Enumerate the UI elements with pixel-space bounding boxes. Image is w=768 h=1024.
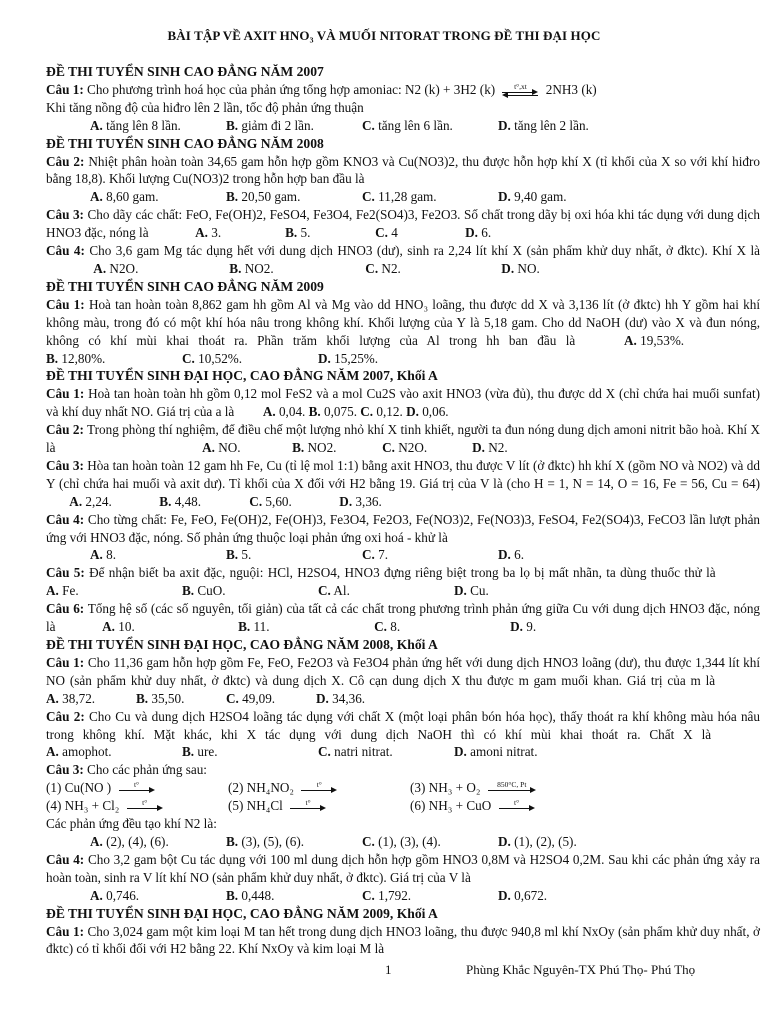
question-text: Cho 3,024 gam một kim loại M tan hết trong dung dịch HNO3 loãng, thu được 940,8 ml khí NxOy (sản phẩm khử duy nhất, ở đktc) có tỉ khối đối với H2 bằng 22. Khí NxOy và kim loại M là: [46, 923, 761, 957]
option-d: D. amoni nitrat.: [454, 744, 538, 760]
option-c: C. N2.: [365, 260, 401, 276]
option-a: A. tăng lên 8 lần.: [90, 117, 181, 133]
arrow-icon: t°: [301, 784, 337, 794]
section-heading: ĐỀ THI TUYỂN SINH ĐẠI HỌC, CAO ĐẲNG NĂM 2009, Khối A: [46, 905, 438, 921]
footer-author: Phùng Khắc Nguyên-TX Phú Thọ- Phú Thọ: [466, 962, 696, 977]
reaction-3: (3) NH₃ + O₂ 850°C, Pt: [410, 779, 540, 797]
question-label: Câu 5:: [46, 565, 85, 581]
option-b: B. NO2.: [229, 260, 274, 276]
section-heading: ĐỀ THI TUYỂN SINH CAO ĐẲNG NĂM 2009: [46, 278, 324, 294]
question: [46, 600, 760, 636]
option-b: B. 4,48.: [159, 493, 202, 509]
answer-options: [46, 833, 760, 851]
question-label: Câu 2:: [46, 153, 85, 169]
option-b: B. 35,50.: [136, 690, 185, 706]
option-c: C. tăng lên 6 lần.: [362, 117, 453, 133]
option-b: B. giảm đi 2 lần.: [226, 117, 314, 133]
option-c: C. 11,28 gam.: [362, 189, 437, 205]
question-label: Câu 3:: [46, 207, 84, 223]
option-b: B. 11.: [238, 619, 270, 635]
option-d: D. 9,40 gam.: [498, 189, 567, 205]
option-c: C. 1,792.: [362, 887, 412, 903]
arrow-icon: t°: [290, 802, 326, 812]
option-d: D. 0,672.: [498, 887, 548, 903]
question-text: Cho Cu và dung dịch H2SO4 loãng tác dụng với chất X (một loại phân bón hóa học), thấy thoát ra khí không màu hóa nâu trong không khí. Mặt khác, khi X tác dụng với dung dịch NaOH thì có khí mùi khai thoát ra. Chất X là: [46, 708, 760, 742]
reaction-row: [46, 797, 760, 815]
answer-options: [46, 546, 760, 564]
reversible-arrow-icon: [502, 81, 538, 96]
option-c: C. 7.: [362, 547, 389, 563]
question-text: Hòa tan hoàn toàn 12 gam hh Fe, Cu (tỉ lệ mol 1:1) bằng axit HNO3, thu được V lít (ở đktc) hh khí X (gồm NO và NO2) và dd Y (chỉ chứa hai muối và axit dư). Tỉ khối của X đối với H2 bằng 19. Giá trị của V là (cho H = 1, N = 14, O = 16, Fe = 56, Cu = 64): [46, 457, 760, 491]
question: [46, 708, 760, 762]
question-label: Câu 1:: [46, 386, 85, 402]
question: [46, 206, 760, 242]
option-a: A. 0,04.: [262, 404, 306, 420]
document-body: [46, 63, 760, 958]
arrow-icon: 850°C, Pt: [488, 784, 536, 794]
question-label: Câu 1:: [46, 654, 85, 670]
arrow-icon: t°: [127, 802, 163, 812]
option-d: D. N2.: [472, 440, 508, 456]
question-label: Câu 4:: [46, 851, 85, 867]
question-label: Câu 6:: [46, 601, 85, 617]
question-label: Câu 1:: [46, 923, 84, 939]
question: [46, 421, 760, 457]
option-a: A. 8,60 gam.: [90, 189, 159, 205]
option-a: A. 10.: [102, 619, 135, 635]
option-c: C. 4: [375, 225, 398, 241]
option-d: D. 34,36.: [316, 690, 366, 706]
option-d: D. 9.: [510, 619, 537, 635]
question-label: Câu 1:: [46, 296, 85, 312]
option-c: C. 5,60.: [249, 493, 292, 509]
option-a: A. NO.: [202, 440, 241, 456]
option-a: A. amophot.: [46, 744, 112, 760]
question-text: Cho 3,6 gam Mg tác dụng hết với dung dịch HNO3 (dư), sinh ra 2,24 lít khí X (sản phẩm khử duy nhất, ở đktc). Khí X là: [89, 243, 760, 259]
option-d: D. 15,25%.: [318, 350, 379, 366]
question-text: Tổng hệ số (các số nguyên, tối giản) của tất cả các chất trong phương trình phản ứng giữa Cu với dung dịch HNO3 đặc, nóng là: [46, 601, 761, 635]
option-a: A. (2), (4), (6).: [90, 833, 169, 849]
option-b: B. NO2.: [292, 440, 337, 456]
question-text: Hoà tan hoàn toàn 8,862 gam hh gồm Al và Mg vào dd HNO₃ loãng, thu được dd X và 3,136 lít (ở đktc) hh Y gồm hai khí không màu, trong đó có một khí hóa nâu trong không khí. Khối lượng của Y là 5,18 gam. Cho dd NaOH (dư) vào X và đun nóng, không có khí mùi khai thoát ra. Phần trăm khối lượng của Al trong hh ban đầu là: [46, 296, 761, 348]
question: [46, 511, 760, 547]
page-title: BÀI TẬP VỀ AXIT HNO₃ VÀ MUỐI NITORAT TRONG ĐỀ THI ĐẠI HỌC: [167, 28, 601, 43]
question-label: Câu 4:: [46, 243, 85, 259]
option-b: B. 12,80%.: [46, 350, 106, 366]
question-text: Cho 3,2 gam bột Cu tác dụng với 100 ml dung dịch hỗn hợp gồm HNO3 0,8M và H2SO4 0,2M. Sau khi các phản ứng xảy ra hoàn toàn, sinh ra V lít khí NO (sản phẩm khử duy nhất, ở đktc). Giá trị của V là: [46, 851, 761, 885]
question: [46, 457, 760, 511]
option-c: C. 8.: [374, 619, 401, 635]
answer-options: [46, 887, 760, 905]
answer-options: [46, 188, 760, 206]
option-d: D. Cu.: [454, 583, 489, 599]
question-text: Trong phòng thí nghiệm, để điều chế một lượng nhỏ khí X tinh khiết, người ta đun nóng dung dịch amoni nitrit bão hoà. Khí X là: [46, 422, 761, 456]
question-label: Câu 4:: [46, 511, 85, 527]
question: [46, 385, 760, 421]
section-heading: ĐỀ THI TUYỂN SINH CAO ĐẲNG NĂM 2007: [46, 64, 324, 79]
option-b: B. 0,075.: [308, 404, 357, 420]
reaction-2: (2) NH₄NO₂ t°: [228, 779, 410, 797]
option-b: B. 5.: [285, 225, 311, 241]
option-d: D. 6.: [465, 225, 492, 241]
question-text: Để nhận biết ba axit đặc, nguội: HCl, H2SO4, HNO3 đựng riêng biệt trong ba lọ bị mất nhãn, ta dùng thuốc thử là: [89, 565, 716, 581]
option-a: A. 3.: [195, 225, 222, 241]
question-label: Câu 3:: [46, 457, 84, 473]
option-a: A. 8.: [90, 547, 117, 563]
option-c: C. Al.: [318, 583, 350, 599]
option-b: B. CuO.: [182, 583, 226, 599]
question-label: Câu 3:: [46, 762, 84, 778]
arrow-icon: t°: [499, 802, 535, 812]
option-b: B. 0,448.: [226, 887, 275, 903]
question-text: Cho phương trình hoá học của phản ứng tổng hợp amoniac: N2 (k) + 3H2 (k): [87, 81, 496, 97]
question-text: Hoà tan hoàn toàn hh gồm 0,12 mol FeS2 và a mol Cu2S vào axit HNO3 (vừa đủ), thu được dd X (chỉ chứa hai muối sunfat) và khí duy nhất NO. Giá trị của a là: [46, 386, 761, 420]
reaction-4: (4) NH₃ + Cl₂ t°: [46, 797, 228, 815]
option-a: A. 19,53%.: [624, 332, 685, 348]
page-number: 1: [385, 962, 392, 977]
question: [46, 153, 760, 189]
option-a: A. N2O.: [93, 260, 139, 276]
question-text: Các phản ứng đều tạo khí N2 là:: [46, 816, 217, 832]
question: [46, 851, 760, 887]
option-d: D. 0,06.: [406, 404, 449, 420]
option-c: C. (1), (3), (4).: [362, 833, 441, 849]
reaction-1: (1) Cu(NO ) t°: [46, 779, 228, 797]
question-text: Khi tăng nồng độ của hiđro lên 2 lần, tốc độ phản ứng thuận: [46, 99, 364, 115]
question-label: Câu 1:: [46, 81, 84, 97]
section-heading: ĐỀ THI TUYỂN SINH ĐẠI HỌC, CAO ĐẲNG NĂM 2007, Khối A: [46, 368, 438, 384]
reaction-5: (5) NH₄Cl t°: [228, 797, 410, 815]
option-d: D. 6.: [498, 547, 525, 563]
reaction-condition: t°,xt: [514, 81, 527, 91]
question-text: 2NH3 (k): [545, 81, 597, 97]
question: [46, 81, 760, 99]
question: [46, 923, 760, 959]
arrow-icon: t°: [119, 784, 155, 794]
option-a: A. Fe.: [46, 583, 79, 599]
question: [46, 242, 760, 278]
option-c: C. 10,52%.: [182, 350, 243, 366]
section-heading: ĐỀ THI TUYỂN SINH CAO ĐẲNG NĂM 2008: [46, 135, 324, 151]
option-d: D. tăng lên 2 lần.: [498, 117, 589, 133]
option-a: A. 2,24.: [69, 493, 112, 509]
question-label: Câu 2:: [46, 708, 85, 724]
option-a: A. 38,72.: [46, 690, 96, 706]
question-text: Nhiệt phân hoàn toàn 34,65 gam hỗn hợp gồm KNO3 và Cu(NO3)2, thu được hỗn hợp khí X (tỉ khối của X so với khí hiđro bằng 18,8). Khối lượng Cu(NO3)2 trong hỗn hợp ban đầu là: [46, 153, 761, 187]
option-c: C. 0,12.: [360, 404, 403, 420]
reaction-6: (6) NH₃ + CuO t°: [410, 797, 539, 815]
option-c: C. natri nitrat.: [318, 744, 393, 760]
question-text: Cho từng chất: Fe, FeO, Fe(OH)2, Fe(OH)3, Fe3O4, Fe2O3, Fe(NO3)2, Fe(NO3)3, FeSO4, Fe2(SO4)3, FeCO3 lần lượt phản ứng với HNO3 đặc, nóng. Số phản ứng thuộc loại phản ứng oxi hoá - khử là: [46, 511, 761, 545]
option-a: A. 0,746.: [90, 887, 140, 903]
option-c: C. 49,09.: [226, 690, 276, 706]
section-heading: ĐỀ THI TUYỂN SINH ĐẠI HỌC, CAO ĐẲNG NĂM 2008, Khối A: [46, 637, 438, 652]
option-d: D. (1), (2), (5).: [498, 833, 577, 849]
question-text: Cho các phản ứng sau:: [87, 762, 207, 778]
option-b: B. (3), (5), (6).: [226, 833, 305, 849]
question: [46, 296, 760, 368]
option-d: D. 3,36.: [339, 493, 382, 509]
question: [46, 654, 760, 708]
question-text: Cho dãy các chất: FeO, Fe(OH)2, FeSO4, Fe3O4, Fe2(SO4)3, Fe2O3. Số chất trong dãy bị oxi hóa khi tác dụng với dung dịch HNO3 đặc, nóng là: [46, 207, 760, 241]
question-text: Cho 11,36 gam hỗn hợp gồm Fe, FeO, Fe2O3 và Fe3O4 phản ứng hết với dung dịch HNO3 loãng (dư), thu được 1,344 lít khí NO (sản phẩm khử duy nhất, ở đktc) và dung dịch X. Cô cạn dung dịch X thu được m gam muối khan. Giá trị của m là: [46, 654, 761, 688]
option-b: B. 5.: [226, 547, 252, 563]
option-b: B. 20,50 gam.: [226, 189, 301, 205]
option-d: D. NO.: [501, 260, 540, 276]
question-label: Câu 2:: [46, 422, 84, 438]
answer-options: [46, 117, 760, 135]
option-b: B. ure.: [182, 744, 218, 760]
option-c: C. N2O.: [382, 440, 428, 456]
question: [46, 564, 760, 600]
